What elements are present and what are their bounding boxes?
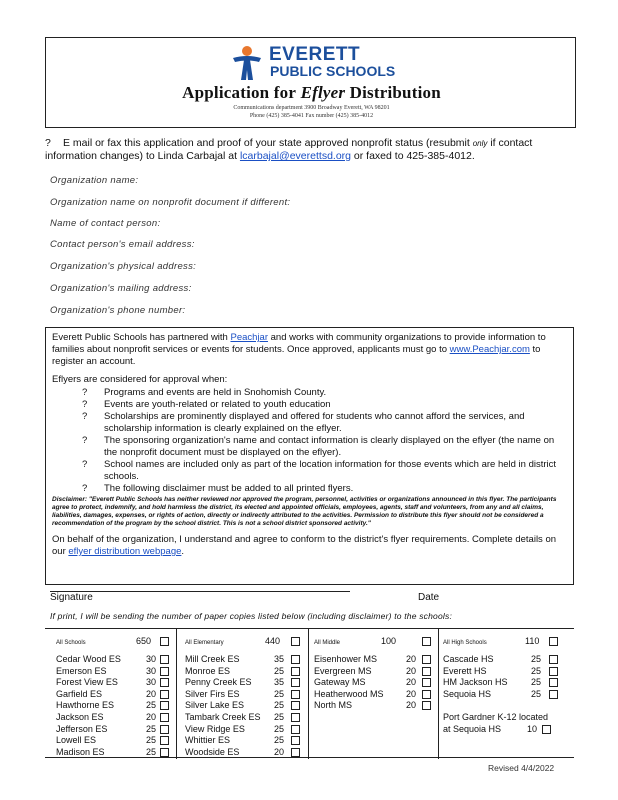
school-name: Evergreen MS xyxy=(314,665,372,676)
school-checkbox[interactable] xyxy=(160,667,169,676)
school-row xyxy=(185,689,309,700)
all-middle-header: All Middle 100 xyxy=(314,636,438,646)
intro-instructions: ? E mail or fax this application and proof of your state approved nonprofit status (resubmit only if contact information changes) to Linda Carbajal at lcarbajal@everettsd.org or faxed to 425-385-4012. xyxy=(45,137,533,162)
school-name: Mill Creek ES xyxy=(185,654,240,664)
copy-count: 25 xyxy=(273,712,284,722)
field-mailing-address[interactable]: Organization's mailing address: xyxy=(50,283,192,294)
field-contact-name[interactable]: Name of contact person: xyxy=(50,218,161,229)
school-row xyxy=(185,654,309,665)
elementary-column xyxy=(176,629,308,759)
school-row xyxy=(185,666,309,677)
copy-count: 35 xyxy=(273,654,284,664)
copy-count: 25 xyxy=(273,723,284,734)
school-checkbox[interactable] xyxy=(422,701,431,710)
peachjar-site-link[interactable]: www.Peachjar.com xyxy=(449,344,530,355)
logo-text-public-schools: PUBLIC SCHOOLS xyxy=(270,63,396,79)
criteria-item: ? Programs and events are held in Snohomish County. xyxy=(82,387,327,398)
copy-count: 20 xyxy=(405,700,416,711)
copy-count: 30 xyxy=(145,665,156,676)
school-row xyxy=(185,724,309,735)
all-schools-header: All Schools 650 xyxy=(56,636,176,646)
port-gardner-line1: Port Gardner K-12 located xyxy=(443,712,549,722)
school-name: Cascade HS xyxy=(443,654,494,664)
schools-table xyxy=(45,628,574,758)
signature-line[interactable] xyxy=(50,591,350,592)
school-checkbox[interactable] xyxy=(160,678,169,687)
school-checkbox[interactable] xyxy=(160,748,169,757)
district-logo xyxy=(229,44,409,84)
school-checkbox[interactable] xyxy=(291,667,300,676)
date-label: Date xyxy=(418,592,440,603)
print-copies-note: If print, I will be sending the number of paper copies listed below (including disclaimer) to the schools: xyxy=(50,611,453,621)
school-row xyxy=(314,654,438,665)
all-schools-checkbox[interactable] xyxy=(160,637,169,646)
signature-label: Signature xyxy=(50,592,93,603)
school-name: Garfield ES xyxy=(56,688,103,699)
school-name: Everett HS xyxy=(443,665,487,676)
application-title: Application for Eflyer Distribution xyxy=(182,83,441,102)
copy-count: 20 xyxy=(405,665,416,676)
school-row xyxy=(56,747,176,758)
criteria-item: ? The following disclaimer must be added to all printed flyers. xyxy=(82,483,354,494)
school-row xyxy=(314,700,438,711)
school-checkbox[interactable] xyxy=(422,655,431,664)
school-checkbox[interactable] xyxy=(160,655,169,664)
copy-count: 20 xyxy=(145,688,156,699)
school-checkbox[interactable] xyxy=(160,736,169,745)
school-checkbox[interactable] xyxy=(542,725,551,734)
school-checkbox[interactable] xyxy=(422,667,431,676)
school-name: Tambark Creek ES xyxy=(185,712,261,722)
criteria-item: ? Events are youth-related or related to youth education xyxy=(82,399,331,410)
field-organization-name[interactable]: Organization name: xyxy=(50,175,139,186)
school-checkbox[interactable] xyxy=(549,678,558,687)
email-link[interactable]: lcarbajal@everettsd.org xyxy=(239,150,351,162)
peachjar-link[interactable]: Peachjar xyxy=(230,332,268,343)
logo-text-everett: EVERETT xyxy=(269,44,361,65)
school-checkbox[interactable] xyxy=(291,725,300,734)
copy-count: 30 xyxy=(145,654,156,664)
school-row xyxy=(185,747,309,758)
contact-phone-fax: Phone (425) 385-4041 Fax number (425) 385-4012 xyxy=(249,113,374,119)
school-row xyxy=(56,700,176,711)
agreement-paragraph: On behalf of the organization, I understand and agree to conform to the district's flyer requirements. Complete details on our eflyer distribution webpage. xyxy=(52,534,557,557)
school-name: Forest View ES xyxy=(56,677,118,688)
field-phone-number[interactable]: Organization's phone number: xyxy=(50,305,186,316)
school-name: Emerson ES xyxy=(56,665,107,676)
school-checkbox[interactable] xyxy=(291,713,300,722)
school-checkbox[interactable] xyxy=(291,736,300,745)
logo-figure-icon xyxy=(229,44,265,82)
contact-address: Communications department 3900 Broadway Everett, WA 98201 xyxy=(233,105,390,111)
school-checkbox[interactable] xyxy=(549,667,558,676)
middle-column xyxy=(308,629,438,759)
revised-date: Revised 4/4/2022 xyxy=(488,763,555,773)
school-checkbox[interactable] xyxy=(160,713,169,722)
school-name: Penny Creek ES xyxy=(185,677,252,688)
school-checkbox[interactable] xyxy=(160,690,169,699)
school-row xyxy=(443,677,573,688)
school-checkbox[interactable] xyxy=(291,748,300,757)
school-name: HM Jackson HS xyxy=(443,677,508,688)
port-gardner-row: at Sequoia HS 10 xyxy=(443,724,573,735)
school-name: Cedar Wood ES xyxy=(56,654,121,664)
school-name: Hawthorne ES xyxy=(56,700,115,711)
copy-count: 20 xyxy=(405,688,416,699)
criteria-list xyxy=(52,387,567,495)
copy-count: 20 xyxy=(273,746,284,757)
criteria-item: ? The sponsoring organization's name and contact information is clearly displayed on the eflyer (the name on the nonprofit document must be displayed on the eflyer). xyxy=(82,435,555,458)
copy-count: 20 xyxy=(405,654,416,664)
school-name: Heatherwood MS xyxy=(314,688,384,699)
school-row xyxy=(56,724,176,735)
disclaimer-text: Disclaimer: "Everett Public Schools has neither reviewed nor approved the program, personnel, activities or organizations announced in this flyer. The participants agree to protect, indemnify, and hold harmless the district, its elected and appointed officials, employees, agents, staff and volunteers, from any and all claims, liabilities, damages, expenses, or rights of action, directly or indirectly attributed to the activities. Permission to distribute this flyer should not be considered a recommendation of the program by the school district. This is not a school district sponsored activity." xyxy=(52,496,557,527)
copy-count: 25 xyxy=(273,688,284,699)
school-name: Eisenhower MS xyxy=(314,654,378,664)
school-row xyxy=(185,677,309,688)
copy-count: 20 xyxy=(405,677,416,688)
school-checkbox[interactable] xyxy=(160,701,169,710)
school-row xyxy=(185,735,309,746)
school-row xyxy=(443,654,573,665)
school-row xyxy=(314,689,438,700)
school-row xyxy=(185,712,309,723)
all-schools-column xyxy=(45,629,176,759)
partner-paragraph: Everett Public Schools has partnered with Peachjar and works with community organizations to provide information to families about nonprofit services or events for students. Once approved, applicants must go to www.Peachjar.com to register an account. xyxy=(52,332,546,367)
all-elementary-header: All Elementary 440 xyxy=(185,636,309,646)
school-checkbox[interactable] xyxy=(422,690,431,699)
school-row xyxy=(56,712,176,723)
copy-count: 25 xyxy=(530,665,541,676)
header-box xyxy=(45,37,576,128)
policy-box xyxy=(45,327,574,585)
school-checkbox[interactable] xyxy=(549,690,558,699)
all-high-checkbox[interactable] xyxy=(549,637,558,646)
criteria-item: ? Scholarships are prominently displayed and offered for students who cannot afford the services, and scholarship information is clearly explained on the eflyer. xyxy=(82,411,525,434)
school-name: Silver Lake ES xyxy=(185,700,245,711)
high-column xyxy=(438,629,574,759)
school-checkbox[interactable] xyxy=(291,690,300,699)
school-checkbox[interactable] xyxy=(549,655,558,664)
school-checkbox[interactable] xyxy=(291,701,300,710)
school-name: Jackson ES xyxy=(56,712,104,722)
school-name: Jefferson ES xyxy=(56,723,108,734)
school-row xyxy=(443,666,573,677)
copy-count: 25 xyxy=(530,654,541,664)
copy-count: 25 xyxy=(145,735,156,746)
all-high-header: All High Schools 110 xyxy=(443,636,573,646)
school-row xyxy=(443,689,573,700)
school-name: Woodside ES xyxy=(185,746,240,757)
school-row xyxy=(314,666,438,677)
school-row xyxy=(56,735,176,746)
school-name: Gateway MS xyxy=(314,677,366,688)
copy-count: 25 xyxy=(273,735,284,746)
field-physical-address[interactable]: Organization's physical address: xyxy=(50,261,197,272)
copy-count: 30 xyxy=(145,677,156,688)
school-name: View Ridge ES xyxy=(185,723,245,734)
school-name: Monroe ES xyxy=(185,665,231,676)
eflyer-webpage-link[interactable]: eflyer distribution webpage xyxy=(68,546,182,557)
field-organization-nonprofit-name[interactable]: Organization name on nonprofit document if different: xyxy=(50,197,291,208)
school-checkbox[interactable] xyxy=(291,655,300,664)
school-name: Madison ES xyxy=(56,746,105,757)
school-name: Whittier ES xyxy=(185,735,231,746)
copy-count: 25 xyxy=(530,677,541,688)
school-row xyxy=(56,689,176,700)
school-checkbox[interactable] xyxy=(160,725,169,734)
field-contact-email[interactable]: Contact person's email address: xyxy=(50,239,195,250)
copy-count: 25 xyxy=(145,723,156,734)
all-elementary-checkbox[interactable] xyxy=(291,637,300,646)
criteria-intro: Eflyers are considered for approval when: xyxy=(52,374,228,385)
school-row xyxy=(185,700,309,711)
school-row xyxy=(56,654,176,665)
school-name: Lowell ES xyxy=(56,735,97,746)
school-checkbox[interactable] xyxy=(291,678,300,687)
school-row xyxy=(314,677,438,688)
copy-count: 25 xyxy=(273,700,284,711)
copy-count: 25 xyxy=(145,746,156,757)
school-row xyxy=(56,666,176,677)
copy-count: 25 xyxy=(273,665,284,676)
copy-count: 25 xyxy=(530,688,541,699)
copy-count: 25 xyxy=(145,700,156,711)
criteria-item: ? School names are included only as part of the location information for those events which are held in district schools. xyxy=(82,459,557,482)
copy-count: 20 xyxy=(145,712,156,722)
school-name: North MS xyxy=(314,700,353,711)
school-name: Sequoia HS xyxy=(443,688,492,699)
copy-count: 35 xyxy=(273,677,284,688)
school-checkbox[interactable] xyxy=(422,678,431,687)
all-middle-checkbox[interactable] xyxy=(422,637,431,646)
school-row xyxy=(56,677,176,688)
school-name: Silver Firs ES xyxy=(185,688,240,699)
